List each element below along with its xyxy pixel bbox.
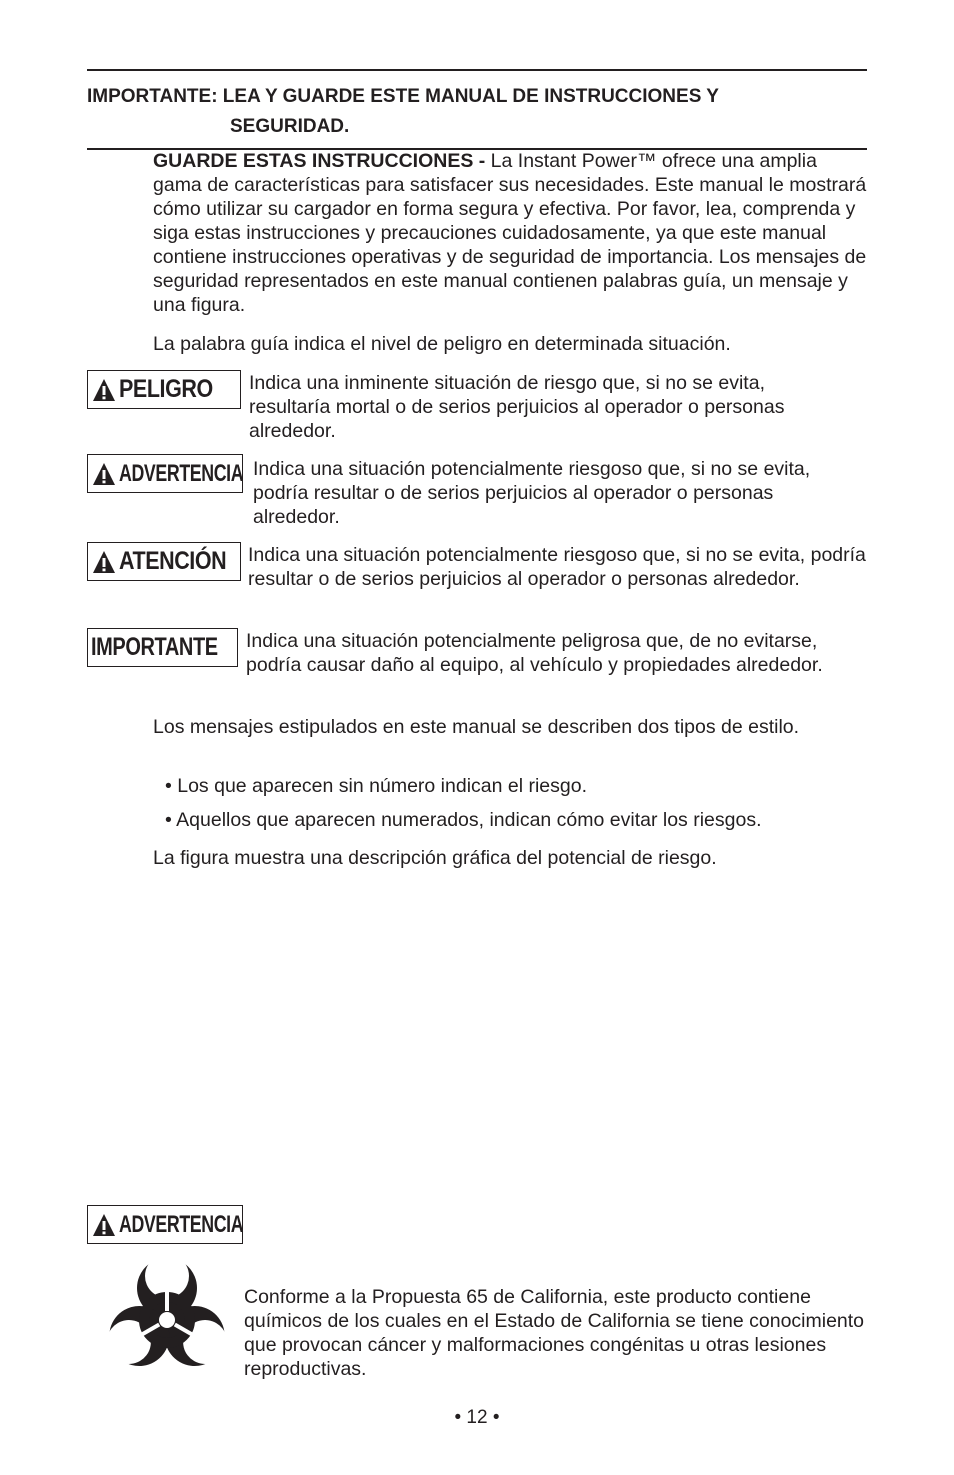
warning-triangle-icon xyxy=(92,550,116,574)
figure-paragraph: La figura muestra una descripción gráfica del potencial de riesgo. xyxy=(153,847,717,869)
intro-paragraph xyxy=(153,149,868,317)
signal-box-atencion xyxy=(87,542,241,581)
heading-line-2: SEGURIDAD. xyxy=(230,116,350,137)
signal-box-advertencia xyxy=(87,454,243,493)
signal-desc-atencion: Indica una situación potencialmente riesgoso que, si no se evita, podría resultar o de serios perjuicios al operador o personas alrededor. xyxy=(248,544,866,590)
signal-box-importante xyxy=(87,628,238,667)
signal-word-importante: IMPORTANTE xyxy=(91,633,218,661)
signal-intro-text: La palabra guía indica el nivel de peligro en determinada situación. xyxy=(153,333,731,355)
signal-desc-advertencia: Indica una situación potencialmente riesgoso que, si no se evita, podría resultar o de serios perjuicios al operador o personas alrededor. xyxy=(253,458,811,528)
styles-paragraph: Los mensajes estipulados en este manual se describen dos tipos de estilo. xyxy=(153,716,800,738)
intro-bold-lead: GUARDE ESTAS INSTRUCCIONES - xyxy=(153,150,491,172)
signal-box-peligro xyxy=(87,370,241,409)
biohazard-icon xyxy=(100,1250,234,1374)
signal-word-advertencia: ADVERTENCIA xyxy=(119,459,244,487)
signal-word-peligro: PELIGRO xyxy=(119,375,213,403)
warning-triangle-icon xyxy=(92,378,116,402)
signal-word-prop65-advertencia: ADVERTENCIA xyxy=(119,1210,244,1238)
warning-triangle-icon xyxy=(92,462,116,486)
heading-line-1: IMPORTANTE: LEA Y GUARDE ESTE MANUAL DE INSTRUCCIONES Y xyxy=(87,86,719,107)
warning-triangle-icon xyxy=(92,1213,116,1237)
bullet-item: • Aquellos que aparecen numerados, indican cómo evitar los riesgos. xyxy=(165,809,762,831)
signal-word-atencion: ATENCIÓN xyxy=(119,547,227,575)
page-number: • 12 • xyxy=(454,1407,500,1428)
bullet-item: • Los que aparecen sin número indican el riesgo. xyxy=(165,775,588,797)
signal-desc-importante: Indica una situación potencialmente peligrosa que, de no evitarse, podría causar daño al equipo, al vehículo y propiedades alrededor. xyxy=(246,630,823,676)
signal-desc-peligro: Indica una inminente situación de riesgo que, si no se evita, resultaría mortal o de serios perjuicios al operador o personas alrededor. xyxy=(249,372,785,442)
prop65-warning-text: Conforme a la Propuesta 65 de California, este producto contiene químicos de los cuales en el Estado de California se tiene conocimiento que provocan cáncer y malformaciones congénitas u otras lesiones reproductivas. xyxy=(244,1286,865,1380)
page-heading xyxy=(87,82,847,142)
intro-text: La Instant Power™ ofrece una amplia gama de características para satisfacer sus necesidades. Este manual le mostrará cómo utilizar su cargador en forma segura y efectiva. Por favor, lea, comprenda y siga estas instrucciones y precauciones cuidadosamente, ya que este manual contiene instrucciones operativas y de seguridad de importancia. Los mensajes de seguridad representados en este manual contienen palabras guía, un mensaje y una figura. xyxy=(153,150,867,316)
top-rule xyxy=(87,69,867,71)
signal-box-prop65-advertencia xyxy=(87,1205,243,1244)
